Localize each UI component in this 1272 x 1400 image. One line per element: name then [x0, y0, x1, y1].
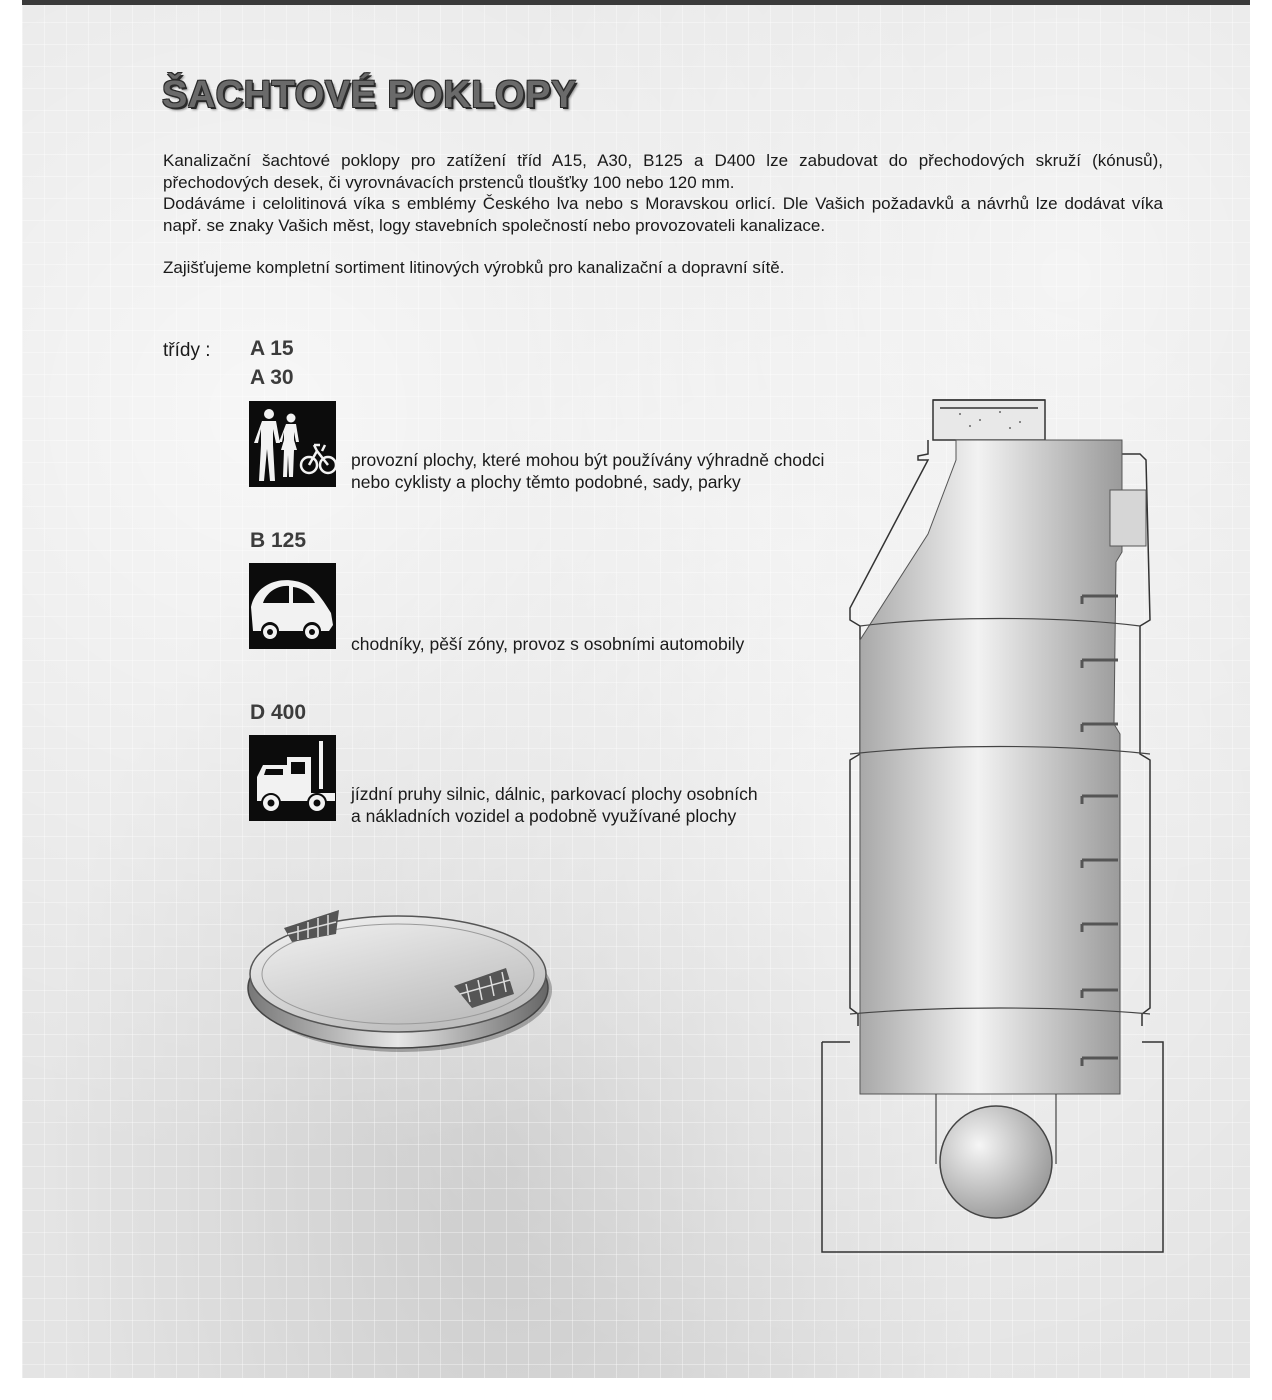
class-a15: A 15: [250, 337, 294, 360]
manhole-shaft-cross-section: [820, 394, 1165, 1256]
intro-paragraph-3: Zajišťujeme kompletní sortiment litinových výrobků pro kanalizační a dopravní sítě.: [163, 258, 785, 277]
class-d-description-line-2: a nákladních vozidel a podobně využívané plochy: [351, 806, 737, 826]
manhole-cover-illustration: [244, 890, 564, 1090]
top-rule: [22, 0, 1250, 5]
page-title: ŠACHTOVÉ POKLOPY: [162, 74, 577, 116]
class-a-description-line-1: provozní plochy, které mohou být používány výhradně chodci: [351, 450, 825, 470]
classes-label: třídy :: [163, 340, 211, 361]
class-d-description-line-1: jízdní pruhy silnic, dálnic, parkovací plochy osobních: [351, 784, 758, 804]
passenger-car-icon: [249, 563, 336, 649]
class-d400: D 400: [250, 701, 307, 724]
pedestrians-cyclist-icon: [249, 401, 336, 487]
class-a-description: [351, 449, 824, 493]
class-a30: A 30: [250, 366, 294, 389]
class-b-description: chodníky, pěší zóny, provoz s osobními automobily: [351, 634, 745, 654]
class-b125: B 125: [250, 529, 307, 552]
truck-icon: [249, 735, 336, 821]
class-a-description-line-2: nebo cyklisty a plochy těmto podobné, sady, parky: [351, 472, 741, 492]
intro-paragraph-2: Dodáváme i celolitinová víka s emblémy Českého lva nebo s Moravskou orlicí. Dle Vašich požadavků a návrhů lze dodávat víka např. se znaky Vašich měst, logy stavebních společností nebo provozovateli kanalizace.: [163, 194, 1163, 235]
intro-paragraph-1: Kanalizační šachtové poklopy pro zatížení tříd A15, A30, B125 a D400 lze zabudovat do přechodových skruží (kónusů), přechodových desek, či vyrovnávacích prstenců tloušťky 100 nebo 120 mm.: [163, 151, 1163, 192]
intro-text: [163, 150, 1163, 279]
class-d-description: [351, 783, 758, 827]
